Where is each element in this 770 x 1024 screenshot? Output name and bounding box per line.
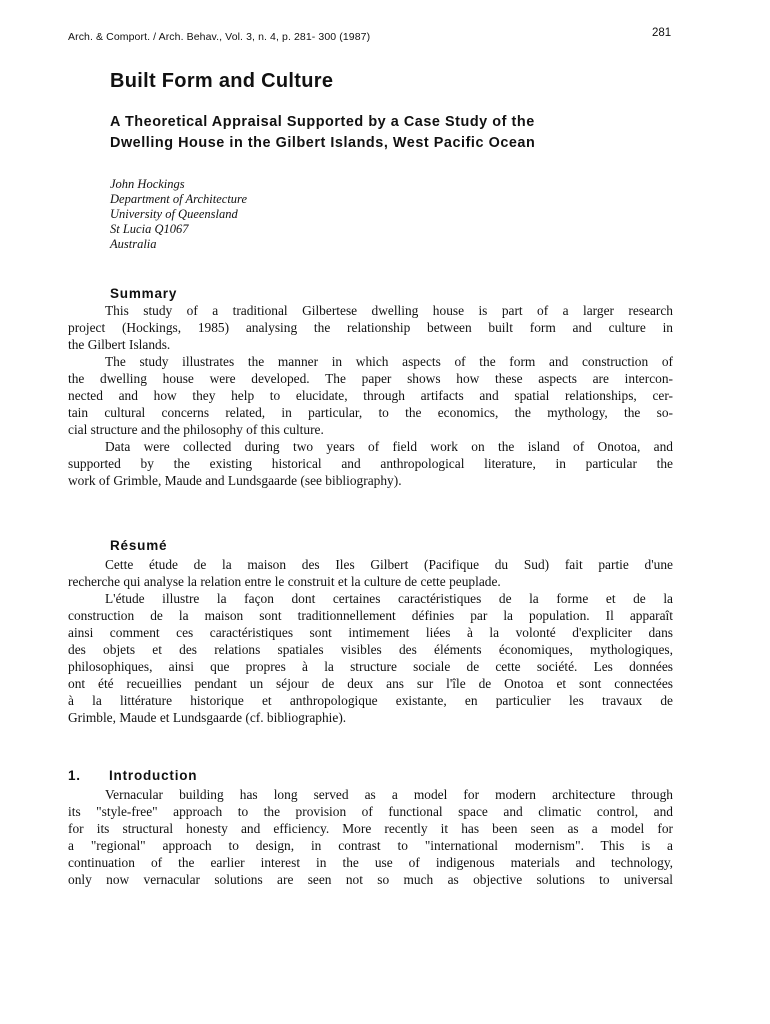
resume-line: à la littérature historique et anthropologique existante, en particulier les travaux de: [68, 693, 673, 708]
author-department: Department of Architecture: [110, 192, 248, 206]
section-number: 1.: [68, 768, 81, 783]
summary-line: cial structure and the philosophy of this culture.: [68, 422, 324, 437]
introduction-heading: [68, 768, 197, 783]
running-head: Arch. & Comport. / Arch. Behav., Vol. 3, n. 4, p. 281- 300 (1987): [68, 31, 371, 43]
introduction-line: only now vernacular solutions are seen not so much as objective solutions to universal: [68, 872, 673, 887]
resume-heading: Résumé: [110, 538, 168, 553]
resume-line: philosophiques, ainsi que propres à la structure sociale de cette société. Les données: [68, 659, 673, 674]
summary-line: nected and how they help to elucidate, through artifacts and spatial relationships, cer-: [68, 388, 673, 403]
resume-line: ainsi comment ces caractéristiques sont intimement liées à la volonté d'expliciter dans: [68, 625, 673, 640]
summary-line: The study illustrates the manner in which aspects of the form and construction of: [105, 354, 673, 369]
author-affiliation: [110, 177, 247, 252]
resume-line: recherche qui analyse la relation entre le construit et la culture de cette peuplade.: [68, 574, 501, 589]
resume-line: L'étude illustre la façon dont certaines caractéristiques de la forme et de la: [105, 591, 673, 606]
introduction-line: for its structural honesty and efficiency. More recently it has been seen as a model for: [68, 821, 673, 836]
summary-line: This study of a traditional Gilbertese dwelling house is part of a larger research: [105, 303, 673, 318]
subtitle-line: Dwelling House in the Gilbert Islands, West Pacific Ocean: [110, 135, 536, 151]
resume-line: Grimble, Maude et Lundsgaarde (cf. bibliographie).: [68, 710, 347, 725]
introduction-line: Vernacular building has long served as a model for modern architecture through: [105, 787, 673, 802]
introduction-line: a "regional" approach to design, in contrast to "international modernism". This is a: [68, 838, 673, 853]
resume-line: des objets et des relations spatiales visibles des éléments économiques, mythologiques,: [68, 642, 673, 657]
summary-line: the Gilbert Islands.: [68, 337, 171, 352]
summary-heading: Summary: [110, 286, 178, 301]
introduction-line: its "style-free" approach to the provision of functional space and climatic control, and: [68, 804, 673, 819]
introduction-line: continuation of the earlier interest in the use of indigenous materials and technology,: [68, 855, 673, 870]
resume-text: [68, 556, 673, 726]
resume-line: construction de la maison sont traditionnellement définies par la population. Il apparaît: [68, 608, 673, 623]
article-subtitle: [110, 112, 670, 154]
summary-line: project (Hockings, 1985) analysing the relationship between built form and culture in: [68, 320, 673, 335]
summary-line: Data were collected during two years of field work on the island of Onotoa, and: [105, 439, 673, 454]
summary-line: the dwelling house were developed. The paper shows how these aspects are intercon-: [68, 371, 673, 386]
author-country: Australia: [110, 237, 157, 251]
resume-line: ont été recueillies pendant un séjour de deux ans sur l'île de Onotoa et sont connectées: [68, 676, 673, 691]
summary-line: work of Grimble, Maude and Lundsgaarde (see bibliography).: [68, 473, 402, 488]
author-city: St Lucia Q1067: [110, 222, 189, 236]
subtitle-line: A Theoretical Appraisal Supported by a Case Study of the: [110, 114, 535, 130]
introduction-text: [68, 786, 673, 888]
article-title: Built Form and Culture: [110, 70, 334, 92]
author-university: University of Queensland: [110, 207, 238, 221]
summary-line: tain cultural concerns related, in particular, to the economics, the mythology, the so-: [68, 405, 673, 420]
summary-line: supported by the existing historical and anthropological literature, in particular the: [68, 456, 673, 471]
page-number: 281: [652, 27, 672, 39]
summary-text: [68, 302, 673, 489]
author-name: John Hockings: [110, 177, 185, 191]
resume-line: Cette étude de la maison des Iles Gilbert (Pacifique du Sud) fait partie d'une: [105, 557, 673, 572]
section-title: Introduction: [109, 768, 198, 783]
